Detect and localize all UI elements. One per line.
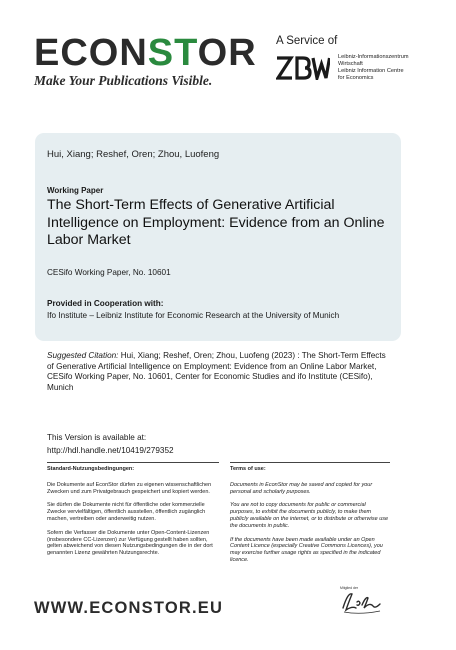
terms-paragraph: You are not to copy documents for public or commercial purposes, to exhibit the documents publicly, to make them publicly available on the internet, or to distribute or otherwise use the documents in public. bbox=[230, 502, 389, 529]
logo-left: ECON bbox=[34, 32, 148, 74]
econstor-url-link[interactable]: WWW.ECONSTOR.EU bbox=[34, 599, 224, 617]
zbw-line: Leibniz Information Centre bbox=[338, 68, 404, 74]
series: CESifo Working Paper, No. 10601 bbox=[47, 268, 171, 277]
terms-paragraph: Sofern die Verfasser die Dokumente unter Open-Content-Lizenzen (insbesondere CC-Lizenzen) zur Verfügung gestellt haben sollten, gelten abweichend von diesen Nutzungsbedingungen die in der dort genannten Lizenz gewährten Nutzungsrechte. bbox=[47, 529, 213, 557]
divider bbox=[47, 462, 219, 463]
paper-title: The Short-Term Effects of Generative Artificial Intelligence on Employment: Evidence from an Online Labor Market bbox=[47, 197, 385, 248]
zbw-logo[interactable] bbox=[276, 54, 448, 82]
suggested-citation bbox=[47, 351, 392, 393]
document-type: Working Paper bbox=[47, 186, 104, 195]
terms-paragraph: Documents in EconStor may be saved and copied for your personal and scholarly purposes. bbox=[230, 481, 373, 495]
zbw-mark-icon bbox=[276, 54, 330, 82]
leibniz-signature-icon bbox=[340, 588, 384, 616]
leibniz-member-label: Mitglied der bbox=[340, 586, 359, 590]
econstor-logo[interactable] bbox=[34, 34, 257, 72]
service-label: A Service of bbox=[276, 35, 338, 47]
institution: Ifo Institute – Leibniz Institute for Economic Research at the University of Munich bbox=[47, 311, 340, 320]
terms-paragraph: Die Dokumente auf EconStor dürfen zu eigenen wissenschaftlichen Zwecken und zum Privatgebrauch gespeichert und kopiert werden. bbox=[47, 481, 212, 495]
availability-label: This Version is available at: bbox=[47, 433, 147, 442]
provided-label: Provided in Cooperation with: bbox=[47, 299, 164, 308]
zbw-line: Leibniz-Informationszentrum bbox=[338, 54, 409, 61]
leibniz-logo[interactable] bbox=[340, 588, 384, 621]
terms-paragraph: Sie dürfen die Dokumente nicht für öffentliche oder kommerzielle Zwecke vervielfältigen, öffentlich ausstellen, öffentlich zugänglich machen, vertreiben oder anderweitig nutzen. bbox=[47, 502, 206, 522]
citation-lead: Suggested Citation: bbox=[47, 351, 119, 360]
zbw-line: for Economics bbox=[338, 74, 374, 81]
terms-heading: Standard-Nutzungsbedingungen: bbox=[47, 466, 135, 472]
terms-german bbox=[47, 466, 219, 564]
authors: Hui, Xiang; Reshef, Oren; Zhou, Luofeng bbox=[47, 149, 220, 160]
tagline: Make Your Publications Visible. bbox=[34, 73, 213, 88]
handle-link[interactable]: http://hdl.handle.net/10419/279352 bbox=[47, 446, 174, 455]
terms-paragraph: If the documents have been made available under an Open Content Licence (especially Creative Commons Licences), you may exercise further usage rights as specified in the indicated licence. bbox=[230, 536, 383, 563]
terms-heading: Terms of use: bbox=[230, 466, 266, 472]
divider bbox=[230, 462, 390, 463]
zbw-text bbox=[338, 54, 448, 82]
logo-star: ST bbox=[147, 32, 198, 74]
logo-right: OR bbox=[197, 32, 257, 74]
zbw-line: Wirtschaft bbox=[338, 61, 363, 68]
terms-english bbox=[230, 466, 390, 571]
citation-text: Hui, Xiang; Reshef, Oren; Zhou, Luofeng (2023) : The Short-Term Effects of Generative Artificial Intelligence on Employment: Evidence from an Online Labor Market, CESifo Working Paper, No. 10601, Center for Economic Studies and ifo Institute (CESifo), Munich bbox=[47, 351, 386, 392]
